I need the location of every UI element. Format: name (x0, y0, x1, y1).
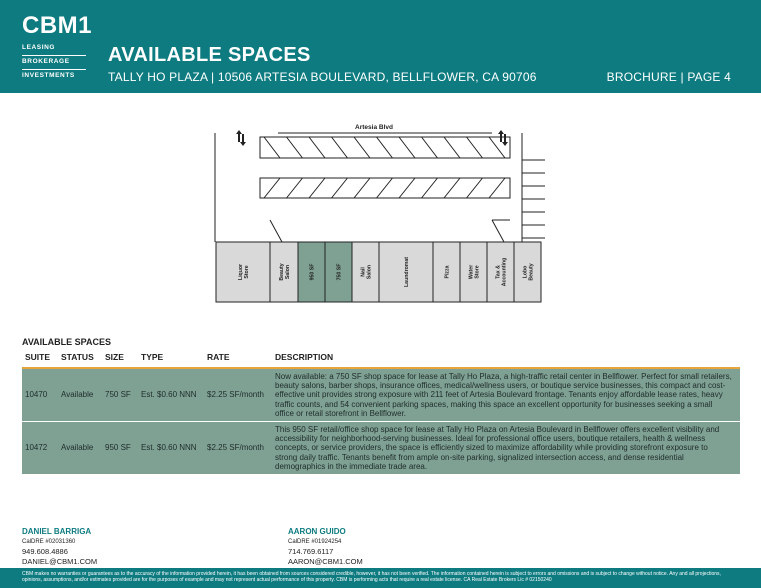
parking-stripe (399, 137, 415, 158)
parking-stripe (489, 178, 505, 198)
cell-description: This 950 SF retail/office shop space for lease at Tally Ho Plaza on Artesia Boulevard in Bellflower offers excellent visibility and accessibility for neighborhood-serving businesses. Ideal for professional office users, boutique retailers, health & wellness concepts, or service providers, the space is efficiently sized to maximize affordability while providing storefront exposure to strong daily traffic. Tenants benefit from ample on-site parking, signalized intersection access, and dense residential demographics in the immediate trade area. (272, 422, 740, 475)
street-label: Artesia Blvd (355, 124, 393, 131)
cell-status: Available (58, 368, 102, 422)
parking-stripe (422, 137, 438, 158)
column-header-type: TYPE (138, 348, 204, 368)
cell-rate: $2.25 SF/month (204, 422, 272, 475)
contact-license: CalDRE #01924254 (288, 539, 342, 545)
parking-stripe (287, 178, 303, 198)
parking-stripe (444, 178, 460, 198)
unit-label: Laundromat (404, 257, 410, 287)
contact-name: DANIEL BARRIGA (22, 527, 92, 536)
parking-stripe (354, 178, 370, 198)
parking-stripe (422, 178, 438, 198)
unit-label: WaterStore (468, 264, 481, 280)
cell-size: 750 SF (102, 368, 138, 422)
cell-status: Available (58, 422, 102, 475)
cell-description: Now available: a 750 SF shop space for lease at Tally Ho Plaza, a high-traffic retail center in Bellflower. Perfect for small retailers, beauty salons, barber shops, insurance offices, medical/wellness users, or boutique service businesses, this compact and cost-effective unit provides strong exposure with 211 feet of Artesia Boulevard frontage. Tenants enjoy affordable lease rates, heavy traffic counts, and 54 convenient parking spaces, making this space an excellent opportunity for businesses seeking a small office or retail storefront in Bellflower. (272, 368, 740, 422)
cell-suite: 10470 (22, 368, 58, 422)
available-spaces-table (22, 348, 740, 475)
contact-phone[interactable]: 714.769.6117 (288, 547, 334, 556)
cell-size: 950 SF (102, 422, 138, 475)
unit-label: Tax &Accounting (495, 257, 508, 287)
cell-type: Est. $0.60 NNN (138, 422, 204, 475)
column-header-status: STATUS (58, 348, 102, 368)
parking-stripe (354, 137, 370, 158)
parking-stripe (309, 137, 325, 158)
storefront-units (216, 242, 541, 302)
parking-stripe (287, 137, 303, 158)
logo-line-leasing: LEASING (22, 44, 56, 51)
contact-phone[interactable]: 949.608.4886 (22, 547, 68, 556)
unit-label: Pizza (444, 265, 451, 279)
parking-stripe (467, 137, 483, 158)
unit-label: 950 SF (309, 263, 316, 281)
column-header-rate: RATE (204, 348, 272, 368)
parking-stripe (309, 178, 325, 198)
contact-email[interactable]: DANIEL@CBM1.COM (22, 557, 98, 566)
unit-label: BeautySalon (279, 263, 291, 281)
property-address: TALLY HO PLAZA | 10506 ARTESIA BOULEVARD, BELLFLOWER, CA 90706 (108, 70, 537, 84)
parking-stripe (264, 178, 280, 198)
parking-stripe (467, 178, 483, 198)
entrance-arrow-right-icon (498, 130, 508, 146)
unit-label: NailSalon (360, 264, 373, 280)
contact-name: AARON GUIDO (288, 527, 346, 536)
parking-stripe (377, 178, 393, 198)
parking-stripe (444, 137, 460, 158)
unit-label: LoboBeauty (522, 263, 535, 281)
lower-parking-stalls (270, 220, 510, 242)
column-header-description: DESCRIPTION (272, 348, 740, 368)
contact-email[interactable]: AARON@CBM1.COM (288, 557, 363, 566)
footer-disclaimer: CBM makes no warranties or guarantees as to the accuracy of the information provided herein, it has been obtained from sources considered credible, however, it has not been verified. The information contained herein is subject to errors and omissions and is subject to change without notice. Any and all projections, opinions, assumptions, and/or estimates provided are for the purposes of example and may not represent actual performance of this property. CBM is performing acts that require a real estate license. CA Real Estate Brokers Lic # 02150240 (0, 568, 761, 588)
page-title: AVAILABLE SPACES (108, 44, 311, 66)
table-row (22, 422, 740, 475)
contact-card-aaron (288, 527, 363, 567)
parking-stripes (264, 137, 505, 198)
entrance-arrow-left-icon (236, 130, 246, 146)
column-header-size: SIZE (102, 348, 138, 368)
parking-stripe (377, 137, 393, 158)
cell-type: Est. $0.60 NNN (138, 368, 204, 422)
column-header-suite: SUITE (22, 348, 58, 368)
site-plan (210, 120, 555, 310)
parking-stripe (489, 137, 505, 158)
logo-wordmark: CBM1 (22, 12, 93, 39)
table-row (22, 368, 740, 422)
unit-label: LiquorStore (238, 263, 250, 281)
side-parking-stalls (522, 160, 545, 238)
parking-stripe (264, 137, 280, 158)
logo-line-investments: INVESTMENTS (22, 69, 86, 80)
logo-line-brokerage: BROKERAGE (22, 55, 86, 66)
page-reference: BROCHURE | PAGE 4 (606, 70, 731, 84)
unit-label: 750 SF (336, 263, 343, 281)
available-spaces-heading: AVAILABLE SPACES (22, 337, 112, 347)
parking-stripe (332, 178, 348, 198)
contact-license: CalDRE #02031360 (22, 539, 76, 545)
cell-rate: $2.25 SF/month (204, 368, 272, 422)
cell-suite: 10472 (22, 422, 58, 475)
contact-card-daniel (22, 527, 97, 567)
parking-stripe (399, 178, 415, 198)
table-header-row (22, 348, 740, 368)
cbm1-logo (22, 14, 92, 80)
parking-stripe (332, 137, 348, 158)
page-header (0, 0, 761, 93)
